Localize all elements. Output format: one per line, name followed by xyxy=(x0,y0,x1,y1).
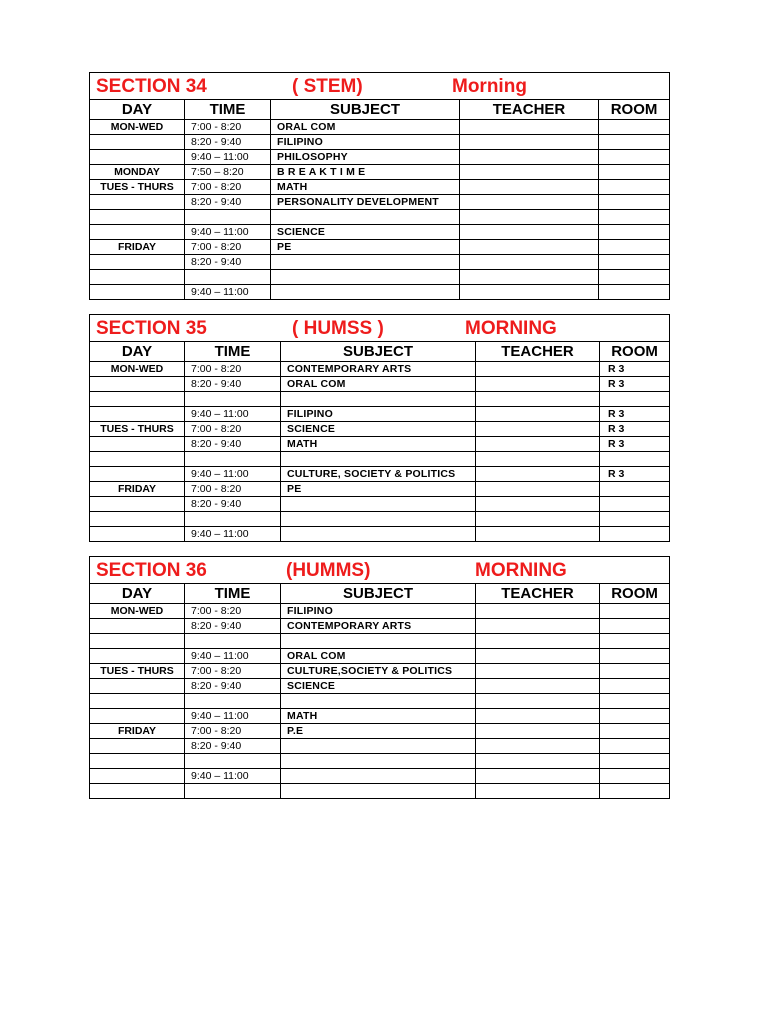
column-header-row xyxy=(90,100,670,120)
table-row xyxy=(90,709,670,724)
section-program: (HUMMS) xyxy=(286,560,371,581)
cell-day xyxy=(90,407,185,422)
cell-subject xyxy=(281,754,476,769)
header-teacher: TEACHER xyxy=(460,100,599,120)
cell-room xyxy=(600,604,670,619)
cell-day: TUES - THURS xyxy=(90,180,185,195)
table-row xyxy=(90,407,670,422)
header-room: ROOM xyxy=(600,584,670,604)
cell-teacher xyxy=(476,392,600,407)
cell-room: R 3 xyxy=(600,422,670,437)
cell-time xyxy=(185,784,281,799)
table-row xyxy=(90,724,670,739)
cell-teacher xyxy=(476,437,600,452)
cell-room xyxy=(600,709,670,724)
cell-day xyxy=(90,467,185,482)
table-row xyxy=(90,527,670,542)
cell-teacher xyxy=(460,180,599,195)
cell-room xyxy=(600,739,670,754)
cell-subject xyxy=(281,634,476,649)
cell-room xyxy=(600,497,670,512)
cell-day xyxy=(90,512,185,527)
cell-subject: CULTURE,SOCIETY & POLITICS xyxy=(281,664,476,679)
table-row xyxy=(90,784,670,799)
cell-day xyxy=(90,225,185,240)
cell-subject xyxy=(281,694,476,709)
section-title-cell xyxy=(90,557,670,584)
section-title-bar xyxy=(90,315,669,341)
table-row xyxy=(90,120,670,135)
cell-day: FRIDAY xyxy=(90,482,185,497)
cell-time: 8:20 - 9:40 xyxy=(185,195,271,210)
table-row xyxy=(90,195,670,210)
cell-time: 7:00 - 8:20 xyxy=(185,120,271,135)
section-session: MORNING xyxy=(475,560,567,581)
section-number: SECTION 35 xyxy=(96,318,207,339)
cell-subject: MATH xyxy=(281,437,476,452)
cell-day xyxy=(90,497,185,512)
table-row xyxy=(90,362,670,377)
cell-room xyxy=(600,512,670,527)
cell-room xyxy=(599,210,670,225)
cell-time: 9:40 – 11:00 xyxy=(185,709,281,724)
cell-room: R 3 xyxy=(600,407,670,422)
cell-time xyxy=(185,754,281,769)
cell-teacher xyxy=(476,769,600,784)
table-row xyxy=(90,422,670,437)
cell-time xyxy=(185,512,281,527)
cell-subject: B R E A K T I M E xyxy=(271,165,460,180)
cell-teacher xyxy=(476,407,600,422)
cell-day xyxy=(90,527,185,542)
table-row xyxy=(90,739,670,754)
cell-teacher xyxy=(460,255,599,270)
header-time: TIME xyxy=(185,100,271,120)
cell-teacher xyxy=(476,634,600,649)
cell-day xyxy=(90,392,185,407)
cell-time: 7:00 - 8:20 xyxy=(185,724,281,739)
cell-day xyxy=(90,452,185,467)
header-teacher: TEACHER xyxy=(476,342,600,362)
cell-room: R 3 xyxy=(600,362,670,377)
cell-subject: PHILOSOPHY xyxy=(271,150,460,165)
cell-subject xyxy=(271,270,460,285)
header-teacher: TEACHER xyxy=(476,584,600,604)
cell-room xyxy=(599,285,670,300)
table-row xyxy=(90,150,670,165)
cell-day: FRIDAY xyxy=(90,724,185,739)
schedule-table xyxy=(89,556,670,799)
cell-subject: SCIENCE xyxy=(271,225,460,240)
table-row xyxy=(90,482,670,497)
cell-day xyxy=(90,255,185,270)
cell-day xyxy=(90,709,185,724)
cell-teacher xyxy=(460,135,599,150)
cell-teacher xyxy=(460,210,599,225)
cell-time: 7:50 – 8:20 xyxy=(185,165,271,180)
header-subject: SUBJECT xyxy=(271,100,460,120)
cell-time: 9:40 – 11:00 xyxy=(185,467,281,482)
cell-room xyxy=(599,180,670,195)
cell-teacher xyxy=(476,527,600,542)
table-row xyxy=(90,512,670,527)
cell-room xyxy=(599,195,670,210)
cell-subject: MATH xyxy=(271,180,460,195)
table-row xyxy=(90,377,670,392)
cell-day: MON-WED xyxy=(90,120,185,135)
cell-day: FRIDAY xyxy=(90,240,185,255)
cell-room xyxy=(600,664,670,679)
cell-day xyxy=(90,285,185,300)
cell-subject xyxy=(271,255,460,270)
cell-subject xyxy=(281,497,476,512)
schedule-table xyxy=(89,314,670,542)
cell-subject: FILIPINO xyxy=(281,407,476,422)
header-day: DAY xyxy=(90,100,185,120)
cell-subject: PE xyxy=(271,240,460,255)
cell-day xyxy=(90,377,185,392)
section-program: ( HUMSS ) xyxy=(292,318,384,339)
cell-day: TUES - THURS xyxy=(90,664,185,679)
cell-time xyxy=(185,452,281,467)
table-row xyxy=(90,210,670,225)
section-title-row xyxy=(90,315,670,342)
cell-room xyxy=(600,679,670,694)
table-row xyxy=(90,604,670,619)
cell-teacher xyxy=(476,679,600,694)
cell-room xyxy=(600,649,670,664)
cell-teacher xyxy=(476,362,600,377)
cell-day xyxy=(90,649,185,664)
section-session: Morning xyxy=(452,76,527,97)
table-row xyxy=(90,437,670,452)
cell-time: 8:20 - 9:40 xyxy=(185,377,281,392)
cell-room xyxy=(600,619,670,634)
cell-day xyxy=(90,437,185,452)
cell-time: 9:40 – 11:00 xyxy=(185,769,281,784)
cell-time: 8:20 - 9:40 xyxy=(185,739,281,754)
cell-room xyxy=(600,634,670,649)
cell-subject xyxy=(271,210,460,225)
cell-time: 8:20 - 9:40 xyxy=(185,679,281,694)
cell-teacher xyxy=(476,482,600,497)
table-row xyxy=(90,679,670,694)
cell-teacher xyxy=(476,497,600,512)
cell-time: 7:00 - 8:20 xyxy=(185,664,281,679)
cell-room xyxy=(599,255,670,270)
cell-day: MON-WED xyxy=(90,362,185,377)
cell-day xyxy=(90,150,185,165)
cell-time: 9:40 – 11:00 xyxy=(185,407,281,422)
cell-room xyxy=(600,392,670,407)
cell-time: 8:20 - 9:40 xyxy=(185,619,281,634)
cell-time: 7:00 - 8:20 xyxy=(185,604,281,619)
cell-room xyxy=(599,120,670,135)
section-34-schedule xyxy=(89,72,669,300)
cell-day: MON-WED xyxy=(90,604,185,619)
cell-time: 7:00 - 8:20 xyxy=(185,422,281,437)
cell-subject xyxy=(281,739,476,754)
header-time: TIME xyxy=(185,584,281,604)
cell-teacher xyxy=(460,150,599,165)
cell-time xyxy=(185,210,271,225)
cell-time: 7:00 - 8:20 xyxy=(185,240,271,255)
cell-time: 8:20 - 9:40 xyxy=(185,135,271,150)
cell-room xyxy=(600,452,670,467)
cell-room xyxy=(599,165,670,180)
table-row xyxy=(90,165,670,180)
cell-teacher xyxy=(476,512,600,527)
table-row xyxy=(90,452,670,467)
cell-room xyxy=(600,527,670,542)
cell-time: 9:40 – 11:00 xyxy=(185,285,271,300)
cell-teacher xyxy=(460,165,599,180)
cell-subject xyxy=(281,452,476,467)
cell-room: R 3 xyxy=(600,377,670,392)
table-row xyxy=(90,225,670,240)
cell-day xyxy=(90,210,185,225)
cell-subject xyxy=(281,769,476,784)
table-row xyxy=(90,135,670,150)
cell-subject: CONTEMPORARY ARTS xyxy=(281,362,476,377)
header-day: DAY xyxy=(90,584,185,604)
cell-time: 8:20 - 9:40 xyxy=(185,497,281,512)
table-row xyxy=(90,694,670,709)
cell-subject: FILIPINO xyxy=(281,604,476,619)
cell-time xyxy=(185,694,281,709)
cell-day xyxy=(90,135,185,150)
cell-teacher xyxy=(476,377,600,392)
cell-teacher xyxy=(476,784,600,799)
table-row xyxy=(90,270,670,285)
cell-room xyxy=(599,135,670,150)
cell-time: 7:00 - 8:20 xyxy=(185,482,281,497)
cell-subject: P.E xyxy=(281,724,476,739)
cell-subject: SCIENCE xyxy=(281,422,476,437)
cell-teacher xyxy=(460,285,599,300)
table-row xyxy=(90,619,670,634)
cell-teacher xyxy=(476,739,600,754)
cell-room xyxy=(600,754,670,769)
section-title-row xyxy=(90,73,670,100)
cell-room xyxy=(600,784,670,799)
cell-subject: PERSONALITY DEVELOPMENT xyxy=(271,195,460,210)
section-program: ( STEM) xyxy=(292,76,363,97)
cell-room: R 3 xyxy=(600,467,670,482)
cell-day xyxy=(90,195,185,210)
table-row xyxy=(90,392,670,407)
table-row xyxy=(90,634,670,649)
cell-subject: MATH xyxy=(281,709,476,724)
cell-room xyxy=(600,482,670,497)
section-title-cell xyxy=(90,73,670,100)
cell-day: MONDAY xyxy=(90,165,185,180)
table-row xyxy=(90,240,670,255)
cell-time: 8:20 - 9:40 xyxy=(185,437,281,452)
cell-time xyxy=(185,392,281,407)
cell-day xyxy=(90,784,185,799)
cell-subject: ORAL COM xyxy=(271,120,460,135)
cell-subject: ORAL COM xyxy=(281,649,476,664)
cell-room xyxy=(599,240,670,255)
cell-room xyxy=(600,724,670,739)
cell-teacher xyxy=(476,604,600,619)
cell-day xyxy=(90,769,185,784)
table-row xyxy=(90,754,670,769)
cell-teacher xyxy=(460,270,599,285)
cell-subject: ORAL COM xyxy=(281,377,476,392)
cell-teacher xyxy=(476,664,600,679)
cell-teacher xyxy=(460,120,599,135)
cell-teacher xyxy=(476,452,600,467)
cell-day xyxy=(90,739,185,754)
section-35-schedule xyxy=(89,314,669,542)
cell-subject: PE xyxy=(281,482,476,497)
header-room: ROOM xyxy=(599,100,670,120)
cell-subject: CONTEMPORARY ARTS xyxy=(281,619,476,634)
cell-room xyxy=(599,270,670,285)
cell-teacher xyxy=(476,754,600,769)
table-row xyxy=(90,255,670,270)
cell-teacher xyxy=(476,694,600,709)
table-row xyxy=(90,649,670,664)
section-title-cell xyxy=(90,315,670,342)
table-row xyxy=(90,769,670,784)
table-row xyxy=(90,497,670,512)
header-subject: SUBJECT xyxy=(281,584,476,604)
cell-room: R 3 xyxy=(600,437,670,452)
section-session: MORNING xyxy=(465,318,557,339)
schedule-table xyxy=(89,72,670,300)
cell-teacher xyxy=(460,225,599,240)
cell-subject xyxy=(281,784,476,799)
cell-teacher xyxy=(476,724,600,739)
cell-day xyxy=(90,679,185,694)
cell-teacher xyxy=(476,649,600,664)
cell-subject xyxy=(281,527,476,542)
cell-time: 9:40 – 11:00 xyxy=(185,527,281,542)
cell-time: 7:00 - 8:20 xyxy=(185,362,281,377)
section-title-bar xyxy=(90,73,669,99)
cell-time: 7:00 - 8:20 xyxy=(185,180,271,195)
table-row xyxy=(90,180,670,195)
cell-teacher xyxy=(476,619,600,634)
cell-time: 9:40 – 11:00 xyxy=(185,150,271,165)
section-number: SECTION 36 xyxy=(96,560,207,581)
section-number: SECTION 34 xyxy=(96,76,207,97)
header-room: ROOM xyxy=(600,342,670,362)
cell-day xyxy=(90,619,185,634)
cell-time: 8:20 - 9:40 xyxy=(185,255,271,270)
header-subject: SUBJECT xyxy=(281,342,476,362)
cell-day xyxy=(90,270,185,285)
table-row xyxy=(90,467,670,482)
cell-day xyxy=(90,754,185,769)
cell-teacher xyxy=(476,709,600,724)
section-title-row xyxy=(90,557,670,584)
cell-subject: SCIENCE xyxy=(281,679,476,694)
cell-subject xyxy=(281,392,476,407)
cell-subject: CULTURE, SOCIETY & POLITICS xyxy=(281,467,476,482)
cell-room xyxy=(599,225,670,240)
cell-time xyxy=(185,634,281,649)
cell-time: 9:40 – 11:00 xyxy=(185,649,281,664)
cell-subject xyxy=(281,512,476,527)
cell-day xyxy=(90,694,185,709)
column-header-row xyxy=(90,342,670,362)
cell-teacher xyxy=(460,195,599,210)
cell-subject: FILIPINO xyxy=(271,135,460,150)
column-header-row xyxy=(90,584,670,604)
table-row xyxy=(90,664,670,679)
cell-teacher xyxy=(476,467,600,482)
header-day: DAY xyxy=(90,342,185,362)
section-title-bar xyxy=(90,557,669,583)
cell-teacher xyxy=(460,240,599,255)
cell-time: 9:40 – 11:00 xyxy=(185,225,271,240)
cell-room xyxy=(599,150,670,165)
cell-day: TUES - THURS xyxy=(90,422,185,437)
cell-teacher xyxy=(476,422,600,437)
header-time: TIME xyxy=(185,342,281,362)
cell-room xyxy=(600,769,670,784)
cell-day xyxy=(90,634,185,649)
table-row xyxy=(90,285,670,300)
cell-room xyxy=(600,694,670,709)
cell-subject xyxy=(271,285,460,300)
cell-time xyxy=(185,270,271,285)
section-36-schedule xyxy=(89,556,669,799)
